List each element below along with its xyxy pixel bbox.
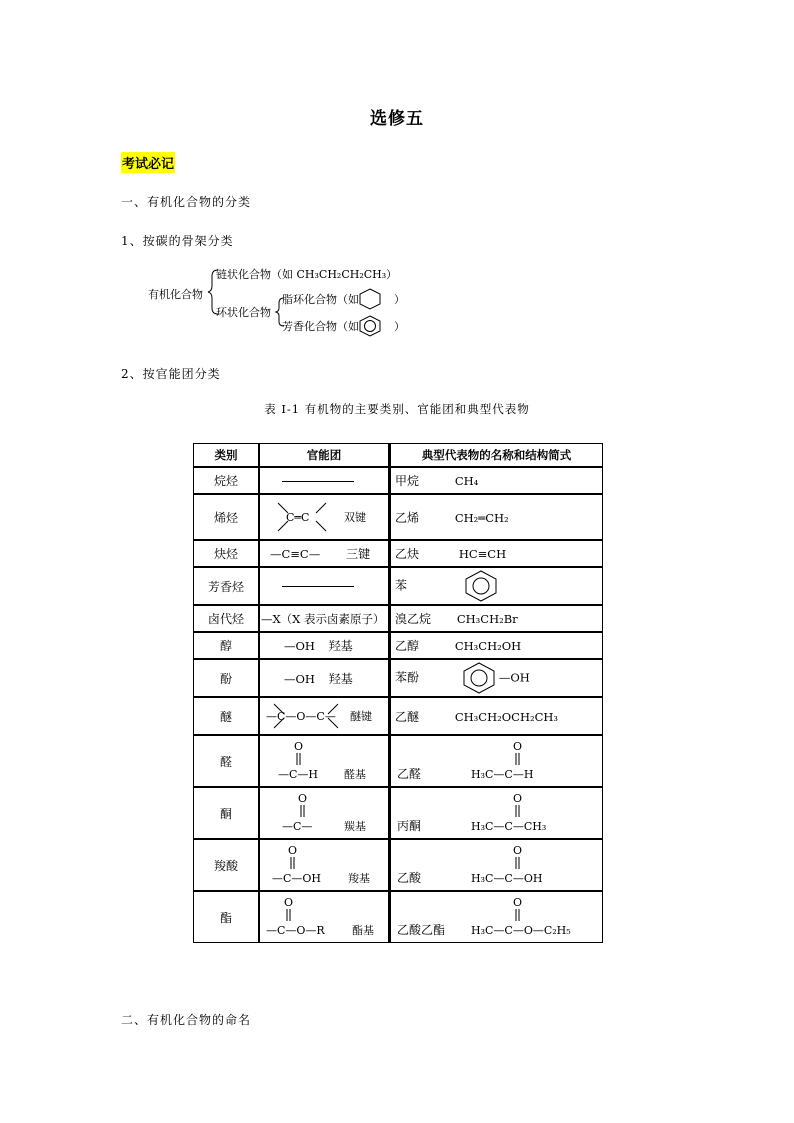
rep-name: 苯 [395,578,408,593]
functional-group-table [193,443,603,943]
row-functional-group [258,735,390,787]
oxygen-label: O [298,792,308,805]
table-row [193,891,603,943]
tree-ring: 环状化合物 [216,306,271,319]
rep-formula: CH₃CH₂OCH₂CH₃ [454,709,559,724]
row-category: 醚 [193,697,258,735]
header-representative: 典型代表物的名称和结构简式 [390,443,603,467]
row-functional-group [258,697,390,735]
row-category: 醛 [193,735,258,787]
row-category: 酚 [193,659,258,697]
table-row [193,839,603,891]
row-functional-group [258,659,390,697]
tree-aromatic: 芳香化合物（如 [282,320,359,333]
row-representative [390,659,603,697]
fg-name: 羟基 [328,671,353,686]
rep-name: 乙醇 [395,639,420,653]
row-functional-group [258,632,390,659]
row-category: 炔烃 [193,540,258,567]
row-representative [390,697,603,735]
fg-formula: —C— [282,820,313,833]
oxygen-label: O [513,896,523,909]
rep-name: 乙醛 [397,767,422,781]
oxygen-label: O [284,896,294,909]
rep-name: 溴乙烷 [395,612,432,626]
fg-formula: —C—O—C— [266,710,336,723]
fg-name: 双键 [344,511,366,524]
rep-name: 甲烷 [395,474,420,488]
rep-formula: H₃C—C—O—C₂H₅ [471,924,571,937]
oxygen-label: O [513,792,523,805]
rep-name: 乙醚 [395,709,420,724]
row-representative [390,735,603,787]
subsection-heading-1: 1、按碳的骨架分类 [121,234,234,248]
ethyl-acetate-structure [395,894,595,940]
none-dash [282,586,354,587]
fg-formula: —C—O—R [266,924,325,937]
alkene-structure [264,497,376,537]
row-functional-group [258,567,390,605]
fg-formula: —C≡C— [270,547,321,561]
rep-name: 苯酚 [395,670,420,685]
rep-formula: CH₄ [454,474,479,488]
rep-name: 丙酮 [397,819,422,833]
table-row [193,697,603,735]
fg-name: 羧基 [348,872,370,885]
row-representative [390,632,603,659]
aldehyde-structure [264,738,384,784]
fg-formula: C═C [286,511,310,524]
row-representative [390,605,603,632]
tree-root: 有机化合物 [148,288,203,301]
phenol-ring-icon [459,661,499,695]
row-category: 芳香烃 [193,567,258,605]
carboxyl-structure [264,842,384,888]
fg-formula: —OH [284,671,315,686]
ketone-structure [264,790,384,836]
row-category: 羧酸 [193,839,258,891]
row-representative [390,540,603,567]
row-functional-group [258,467,390,494]
tree-alicyclic: 脂环化合物（如 [282,293,359,306]
fg-name: 酯基 [352,924,374,937]
fg-name: 醛基 [344,768,366,781]
rep-formula: —OH [498,670,530,685]
rep-name: 乙酸 [397,871,422,885]
rep-formula: H₃C—C—H [471,768,534,781]
header-functional-group: 官能团 [258,443,390,467]
row-category: 卤代烃 [193,605,258,632]
row-representative [390,567,603,605]
row-functional-group [258,494,390,540]
table-row [193,605,603,632]
rep-formula: HC≡CH [458,547,507,561]
rep-formula: H₃C—C—CH₃ [471,820,547,833]
acetaldehyde-structure [395,738,595,784]
subsection-heading-2: 2、按官能团分类 [121,367,221,381]
row-functional-group: —X（X 表示卤素原子） [258,605,390,632]
rep-formula: H₃C—C—OH [471,872,543,885]
tree-chain: 链状化合物（如 CH₃CH₂CH₂CH₃） [216,268,398,281]
rep-formula: CH₃CH₂Br [456,612,518,626]
row-category: 酮 [193,787,258,839]
row-category: 酯 [193,891,258,943]
acetic-acid-structure [395,842,595,888]
section-heading-2: 二、有机化合物的命名 [121,1013,252,1027]
table-row [193,632,603,659]
fg-formula: —OH [284,639,315,653]
fg-formula: —C—H [278,768,319,781]
header-category: 类别 [193,443,258,467]
acetone-structure [395,790,595,836]
rep-name: 乙炔 [395,547,420,561]
highlight-heading: 考试必记 [121,152,175,173]
benzene-icon [461,569,501,603]
table-header-row [193,443,603,467]
rep-formula: CH₃CH₂OH [454,639,522,653]
row-functional-group [258,839,390,891]
table-row [193,735,603,787]
oxygen-label: O [513,740,523,753]
oxygen-label: O [288,844,298,857]
section-heading-1: 一、有机化合物的分类 [121,195,252,209]
fg-name: 羟基 [328,639,353,653]
row-functional-group [258,787,390,839]
rep-name: 乙烯 [395,510,420,525]
row-representative [390,494,603,540]
rep-name: 乙酸乙酯 [397,923,446,937]
rep-formula: CH₂═CH₂ [454,510,509,525]
none-dash [282,481,354,482]
fg-name: 羰基 [344,820,366,833]
table-row [193,567,603,605]
row-functional-group [258,891,390,943]
table-row [193,540,603,567]
row-category: 醇 [193,632,258,659]
row-representative [390,891,603,943]
row-representative [390,467,603,494]
row-category: 烷烃 [193,467,258,494]
ether-structure [264,700,384,732]
table-row [193,494,603,540]
fg-formula: —C—OH [272,872,322,885]
page-title: 选修五 [370,109,424,129]
table-row [193,787,603,839]
fg-name: 醚键 [350,710,372,723]
tree-close-1: ） [394,293,405,306]
oxygen-label: O [294,740,304,753]
row-representative [390,787,603,839]
ester-structure [264,894,384,940]
table-row [193,659,603,697]
oxygen-label: O [513,844,523,857]
table-caption: 表 I-1 有机物的主要类别、官能团和典型代表物 [264,402,530,416]
table-row [193,467,603,494]
classification-tree [148,262,418,338]
tree-close-2: ） [394,320,405,333]
fg-name: 三键 [346,547,371,561]
row-functional-group [258,540,390,567]
row-category: 烯烃 [193,494,258,540]
row-representative [390,839,603,891]
